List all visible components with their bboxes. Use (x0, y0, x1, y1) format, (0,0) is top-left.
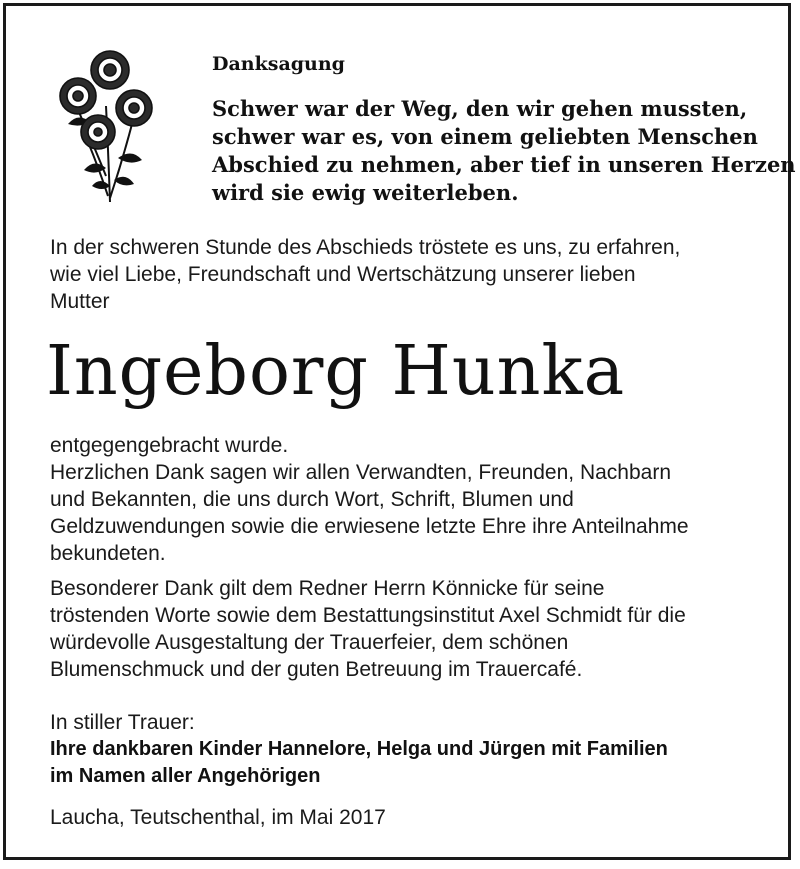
intro-paragraph (50, 234, 790, 315)
verse-line: Abschied zu nehmen, aber tief in unseren Herzen (212, 152, 796, 177)
text-line: In der schweren Stunde des Abschieds tröstete es uns, zu erfahren, (50, 236, 681, 259)
mourners (50, 736, 668, 790)
notice-heading: Danksagung (212, 53, 345, 75)
place-date (50, 804, 790, 831)
thanks-paragraph (50, 432, 790, 567)
text-line: Mutter (50, 290, 110, 313)
verse-line: schwer war es, von einem geliebten Menschen (212, 124, 758, 149)
deceased-name: Ingeborg Hunka (46, 332, 626, 411)
text-line: tröstenden Worte sowie dem Bestattungsinstitut Axel Schmidt für die (50, 604, 686, 627)
verse-line: Schwer war der Weg, den wir gehen mussten, (212, 96, 748, 121)
mourners-line: im Namen aller Angehörigen (50, 765, 321, 787)
mourning-label (50, 709, 790, 736)
notice-frame (3, 3, 796, 860)
text-line: bekundeten. (50, 542, 166, 565)
roses-bouquet-icon (48, 46, 160, 204)
text-line: würdevolle Ausgestaltung der Trauerfeier, dem schönen (50, 631, 569, 654)
text-line: Herzlichen Dank sagen wir allen Verwandten, Freunden, Nachbarn (50, 461, 672, 484)
special-thanks-paragraph (50, 575, 790, 683)
text-line: wie viel Liebe, Freundschaft und Wertschätzung unserer lieben (50, 263, 636, 286)
text-line: und Bekannten, die uns durch Wort, Schrift, Blumen und (50, 488, 574, 511)
text-line: entgegengebracht wurde. (50, 434, 289, 457)
text-line: Besonderer Dank gilt dem Redner Herrn Könnicke für seine (50, 577, 605, 600)
verse-line: wird sie ewig weiterleben. (212, 180, 519, 205)
verse (212, 95, 796, 207)
text-line: Blumenschmuck und der guten Betreuung im Trauercafé. (50, 658, 583, 681)
text-line: In stiller Trauer: (50, 711, 195, 734)
mourners-line: Ihre dankbaren Kinder Hannelore, Helga und Jürgen mit Familien (50, 738, 668, 760)
text-line: Laucha, Teutschenthal, im Mai 2017 (50, 806, 386, 829)
text-line: Geldzuwendungen sowie die erwiesene letzte Ehre ihre Anteilnahme (50, 515, 689, 538)
